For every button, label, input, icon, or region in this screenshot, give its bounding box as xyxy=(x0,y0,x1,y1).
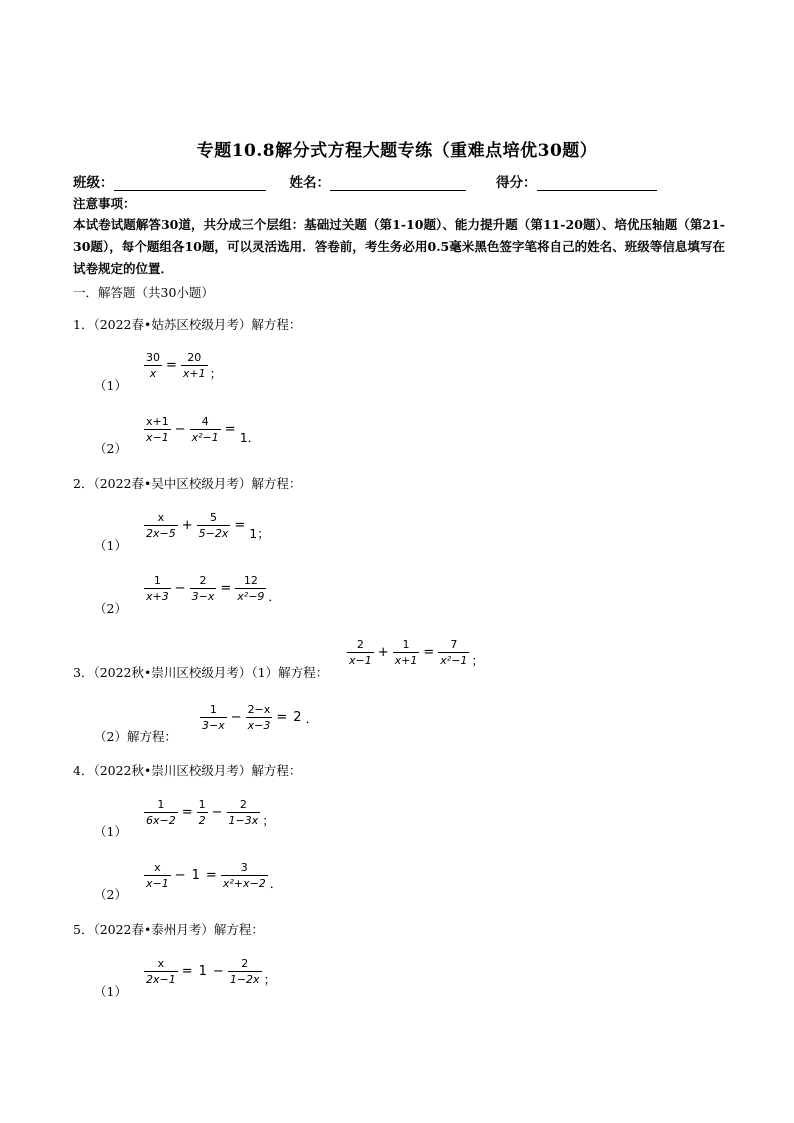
class-label: 班级： xyxy=(73,175,114,191)
equation-ending: ． xyxy=(269,875,283,891)
q3-part2-label: （2）解方程： xyxy=(94,729,177,744)
score-label: 得分： xyxy=(496,175,537,191)
fraction xyxy=(221,860,268,891)
denominator: x−3 xyxy=(247,719,271,732)
denominator: 6x−2 xyxy=(146,814,176,827)
denominator: x−1 xyxy=(349,654,372,667)
fraction xyxy=(246,702,273,733)
class-blank xyxy=(114,176,266,191)
numerator: x xyxy=(157,511,165,524)
denominator: 2x−5 xyxy=(146,527,176,540)
equation-ending: 1； xyxy=(249,525,270,541)
numerator: 20 xyxy=(187,351,202,364)
numerator: 1 xyxy=(198,798,206,811)
q4-part2-label: （2） xyxy=(94,887,127,902)
numerator: 1 xyxy=(153,574,161,587)
fraction xyxy=(197,797,208,828)
numerator: 3 xyxy=(240,861,248,874)
score-blank xyxy=(537,176,657,191)
denominator: x+1 xyxy=(182,367,206,380)
numerator: 2−x xyxy=(247,703,271,716)
q2-part2-equation xyxy=(143,573,281,604)
equation-ending: ； xyxy=(262,812,275,828)
numerator: 2 xyxy=(356,638,364,651)
fraction xyxy=(190,414,221,445)
name-label: 姓名： xyxy=(289,175,330,191)
fraction xyxy=(144,414,171,445)
q4-part1-label: （1） xyxy=(94,824,127,839)
operator: = xyxy=(220,581,232,596)
numerator: 12 xyxy=(243,574,258,587)
denominator: 3−x xyxy=(191,590,215,603)
equation-ending: ； xyxy=(263,971,277,987)
numerator: 2 xyxy=(199,574,207,587)
numerator: 7 xyxy=(450,638,458,651)
fraction xyxy=(197,510,231,541)
denominator: 5−2x xyxy=(198,527,229,540)
q4-part2-equation xyxy=(143,860,282,891)
operator: 1 xyxy=(191,868,200,883)
operator: = xyxy=(181,805,193,820)
operator: − xyxy=(211,805,223,820)
numerator: 2 xyxy=(239,798,247,811)
equation-ending: ； xyxy=(471,652,484,668)
question-5-stem: 5．（2022春•泰州月考）解方程： xyxy=(73,922,264,937)
notice-text: 本试卷试题解答30道，共分成三个层组：基础过关题（第1-10题）、能力提升题（第11-20题）、培优压轴题（第21-30题），每个题组各10题，可以灵活选用．答卷前，考生务必用0.5毫米黑色签字笔将自己的姓名、班级等信息填写在试卷规定的位置． xyxy=(73,217,725,276)
fraction xyxy=(144,797,178,828)
operator: = xyxy=(423,645,435,660)
q5-part1-label: （1） xyxy=(94,984,127,999)
equation-ending: 1． xyxy=(239,429,261,445)
equation-ending: ． xyxy=(305,710,319,726)
denominator: x²−1 xyxy=(440,654,468,667)
denominator: 1−2x xyxy=(229,973,260,986)
fraction xyxy=(144,573,171,604)
operator: − xyxy=(174,422,186,437)
q1-part1-label: （1） xyxy=(94,378,127,393)
fraction xyxy=(144,350,162,381)
fraction xyxy=(438,637,469,668)
fraction xyxy=(144,956,178,987)
fraction xyxy=(144,860,171,891)
operator: − xyxy=(230,710,242,725)
denominator: x xyxy=(149,367,157,380)
equation-ending: ； xyxy=(209,365,223,381)
fraction xyxy=(227,797,261,828)
q1-part2-equation xyxy=(143,414,260,445)
numerator: 1 xyxy=(402,638,410,651)
numerator: 4 xyxy=(201,415,209,428)
operator: = xyxy=(205,868,217,883)
denominator: x−1 xyxy=(146,877,169,890)
denominator: 1−3x xyxy=(228,814,259,827)
q1-part2-label: （2） xyxy=(94,441,127,456)
denominator: x²−1 xyxy=(191,431,219,444)
fraction xyxy=(181,350,208,381)
q4-part1-equation xyxy=(143,797,275,828)
question-4-stem: 4．（2022秋•崇川区校级月考）解方程： xyxy=(73,763,302,778)
operator: = xyxy=(234,518,246,533)
numerator: 1 xyxy=(209,703,217,716)
fraction xyxy=(235,573,266,604)
fraction xyxy=(347,637,374,668)
denominator: x+1 xyxy=(394,654,418,667)
section-heading: 一．解答题（共30小题） xyxy=(73,285,214,300)
numerator: 30 xyxy=(146,351,160,364)
operator: 1 xyxy=(198,964,207,979)
q3-part1-equation xyxy=(346,637,484,668)
question-2-stem: 2．（2022春•吴中区校级月考）解方程： xyxy=(73,476,302,491)
numerator: 5 xyxy=(210,511,217,524)
denominator: x+3 xyxy=(146,590,169,603)
numerator: x xyxy=(154,861,161,874)
fraction xyxy=(144,510,178,541)
denominator: 2x−1 xyxy=(146,973,176,986)
question-1-stem: 1．（2022春•姑苏区校级月考）解方程： xyxy=(73,317,302,332)
notice-title: 注意事项： xyxy=(73,196,136,211)
equation-ending: ． xyxy=(268,588,281,604)
operator: + xyxy=(181,518,193,533)
numerator: 1 xyxy=(157,798,165,811)
denominator: x²+x−2 xyxy=(222,877,266,890)
q2-part1-label: （1） xyxy=(94,538,127,553)
q3-part2-equation xyxy=(199,702,318,733)
denominator: 2 xyxy=(198,814,206,827)
numerator: x+1 xyxy=(146,415,169,428)
fraction xyxy=(228,956,262,987)
page-title: 专题10.8解分式方程大题专练（重难点培优30题） xyxy=(196,141,598,161)
operator: − xyxy=(174,868,186,883)
operator: 2 xyxy=(293,710,302,725)
operator: + xyxy=(377,645,389,660)
denominator: 3−x xyxy=(202,719,225,732)
fraction xyxy=(200,702,227,733)
question-3-stem: 3．（2022秋•崇川区校级月考）（1）解方程： xyxy=(73,665,329,680)
student-info-row xyxy=(73,171,657,191)
q2-part2-label: （2） xyxy=(94,601,127,616)
numerator: 2 xyxy=(241,957,249,970)
denominator: x−1 xyxy=(146,431,169,444)
operator: − xyxy=(174,581,186,596)
operator: = xyxy=(166,358,177,373)
operator: = xyxy=(181,964,193,979)
operator: − xyxy=(212,964,224,979)
operator: = xyxy=(276,710,288,725)
q2-part1-equation xyxy=(143,510,270,541)
name-blank xyxy=(330,176,466,191)
fraction xyxy=(393,637,420,668)
numerator: x xyxy=(157,957,165,970)
denominator: x²−9 xyxy=(237,590,265,603)
q1-part1-equation xyxy=(143,350,222,381)
q5-part1-equation xyxy=(143,956,276,987)
operator: = xyxy=(224,422,236,437)
fraction xyxy=(190,573,217,604)
